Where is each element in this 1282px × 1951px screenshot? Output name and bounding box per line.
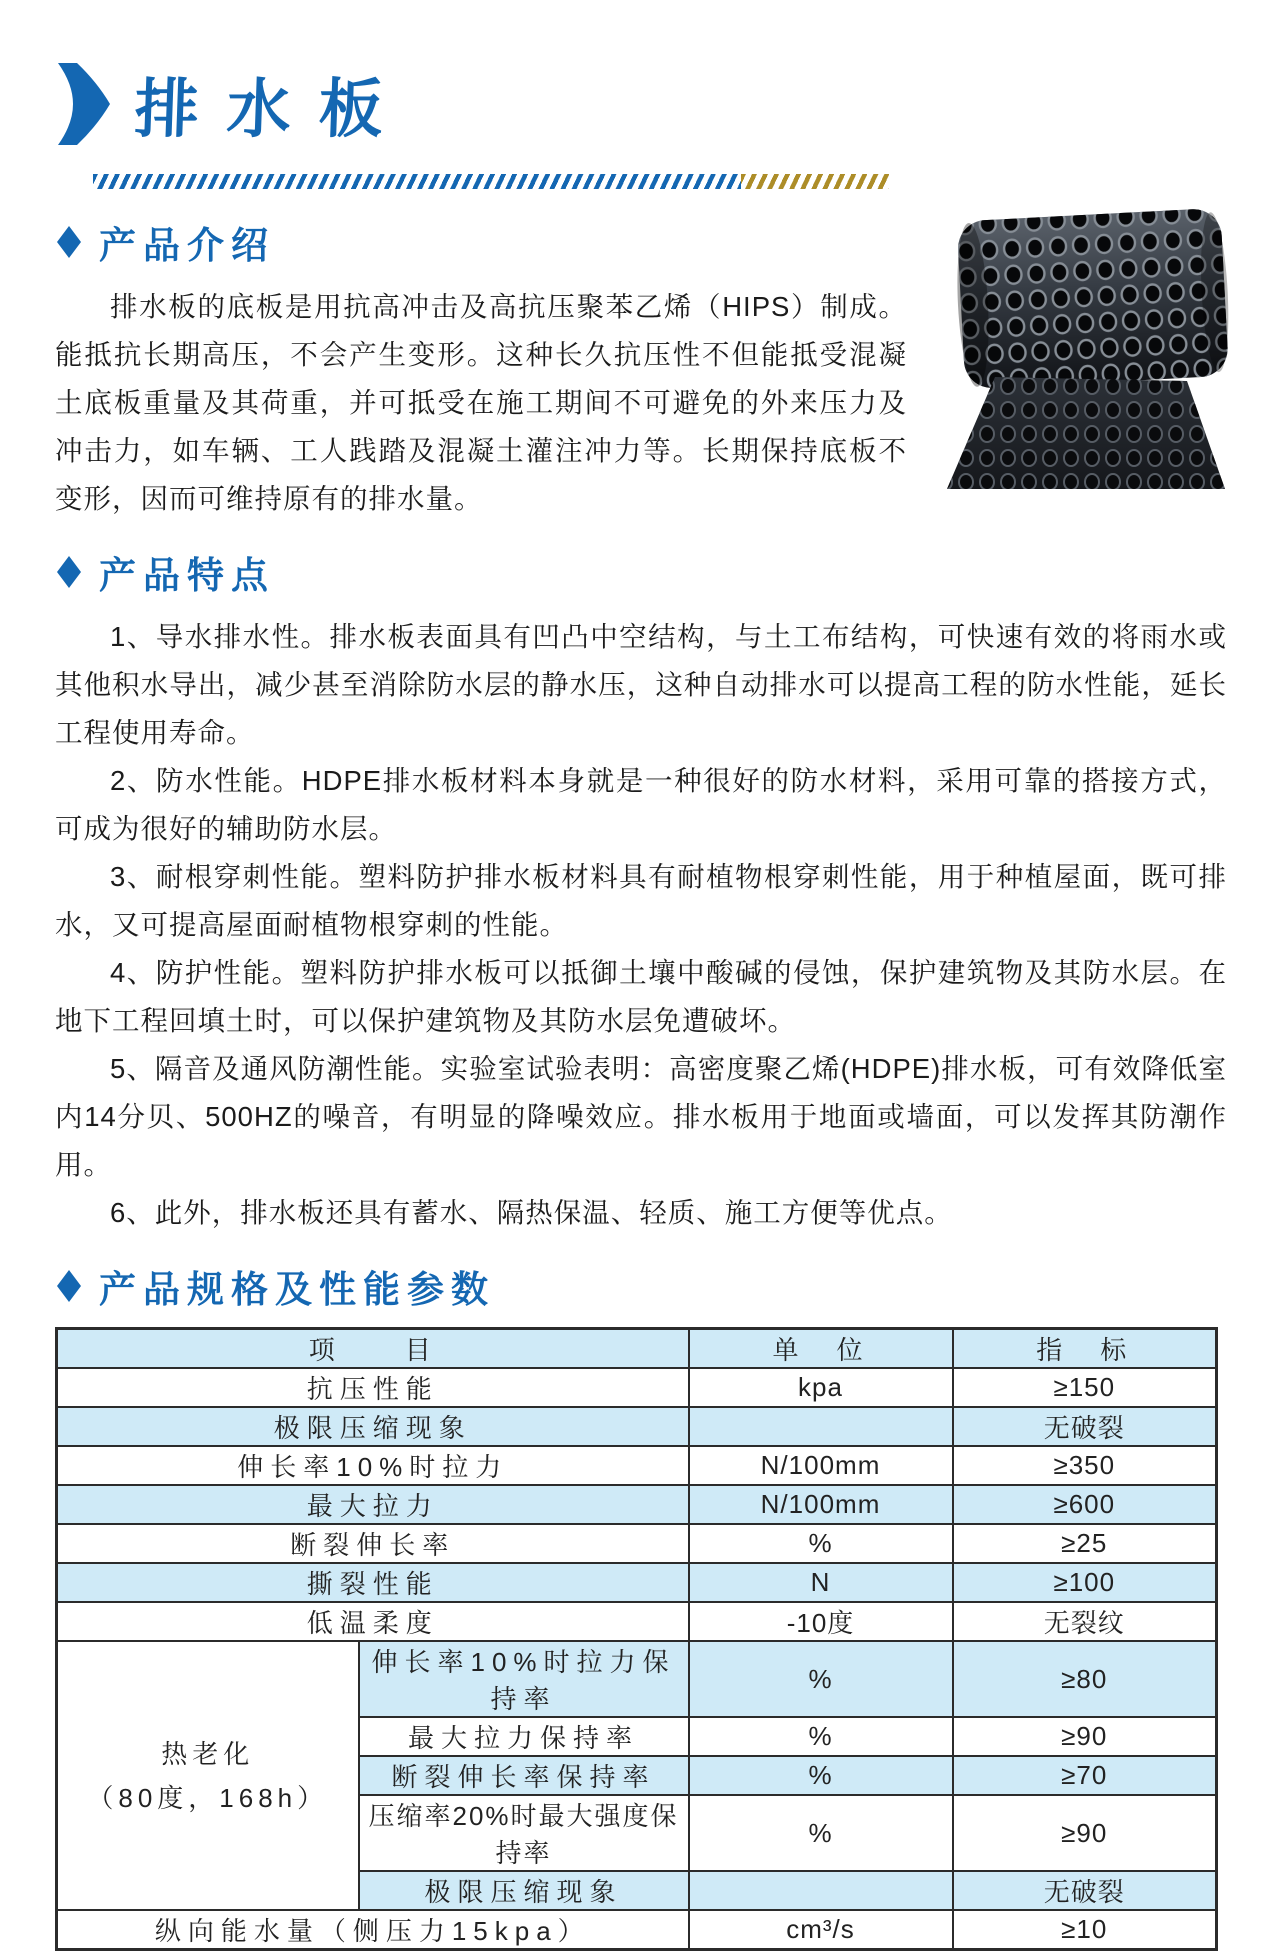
group-label-line2: （80度，168h） (87, 1782, 329, 1813)
cell-unit: N/100mm (689, 1485, 953, 1524)
section-heading-intro: 产品介绍 (99, 225, 275, 266)
col-header-unit: 单 位 (689, 1329, 953, 1369)
cell-unit (689, 1407, 953, 1446)
table-header-row (57, 1329, 1217, 1369)
cell-value: ≥10 (953, 1910, 1217, 1950)
cell-unit: % (689, 1795, 953, 1871)
section-heading-features: 产品特点 (99, 555, 275, 596)
cell-item: 撕裂性能 (57, 1563, 689, 1602)
intro-heading-row (57, 215, 907, 269)
hatched-divider (93, 174, 889, 189)
diamond-icon (57, 1270, 81, 1302)
drainage-board-photo-graphic (935, 207, 1233, 489)
col-header-value: 指 标 (953, 1329, 1217, 1369)
cell-value: ≥25 (953, 1524, 1217, 1563)
cell-item: 纵向能水量（侧压力15kpa） (57, 1910, 689, 1950)
title-block (57, 58, 1227, 150)
cell-unit: % (689, 1641, 953, 1717)
table-row (57, 1602, 1217, 1641)
table-row (57, 1524, 1217, 1563)
cell-value: ≥100 (953, 1563, 1217, 1602)
cell-item: 最大拉力保持率 (359, 1717, 689, 1756)
cell-item: 伸长率10%时拉力 (57, 1446, 689, 1485)
product-photo (935, 207, 1233, 489)
table-row (57, 1446, 1217, 1485)
cell-unit: % (689, 1524, 953, 1563)
table-row (57, 1407, 1217, 1446)
specs-heading-row (57, 1259, 1227, 1313)
cell-item: 低温柔度 (57, 1602, 689, 1641)
cell-item: 压缩率20%时最大强度保持率 (359, 1795, 689, 1871)
cell-unit: cm³/s (689, 1910, 953, 1950)
arrow-right-icon (57, 62, 111, 146)
cell-value: ≥600 (953, 1485, 1217, 1524)
cell-unit: N/100mm (689, 1446, 953, 1485)
section-product-features (55, 545, 1227, 1237)
table-row (57, 1910, 1217, 1950)
cell-value: 无破裂 (953, 1871, 1217, 1910)
feature-item: 3、耐根穿刺性能。塑料防护排水板材料具有耐植物根穿刺性能，用于种植屋面，既可排水，又可提高屋面耐植物根穿刺的性能。 (55, 861, 1227, 940)
diamond-icon (57, 226, 81, 258)
cell-unit: % (689, 1756, 953, 1795)
cell-value: ≥350 (953, 1446, 1217, 1485)
table-row (57, 1563, 1217, 1602)
group-label-line1: 热老化 (161, 1738, 255, 1769)
table-row-group (57, 1641, 1217, 1717)
page-title: 排水板 (133, 73, 413, 145)
feature-item: 2、防水性能。HDPE排水板材料本身就是一种很好的防水材料，采用可靠的搭接方式，可成为很好的辅助防水层。 (55, 765, 1227, 844)
feature-item: 4、防护性能。塑料防护排水板可以抵御土壤中酸碱的侵蚀，保护建筑物及其防水层。在地下工程回填土时，可以保护建筑物及其防水层免遭破坏。 (55, 957, 1227, 1036)
spec-table (55, 1327, 1218, 1951)
cell-value: ≥90 (953, 1717, 1217, 1756)
diamond-icon (57, 556, 81, 588)
feature-item: 6、此外，排水板还具有蓄水、隔热保温、轻质、施工方便等优点。 (110, 1197, 953, 1228)
cell-item: 极限压缩现象 (57, 1407, 689, 1446)
group-label-cell (57, 1641, 359, 1910)
features-heading-row (57, 545, 1227, 599)
cell-item: 极限压缩现象 (359, 1871, 689, 1910)
cell-unit: kpa (689, 1368, 953, 1407)
section-product-intro (55, 215, 1227, 523)
cell-item: 断裂伸长率 (57, 1524, 689, 1563)
cell-unit: % (689, 1717, 953, 1756)
cell-value: ≥150 (953, 1368, 1217, 1407)
cell-value: ≥80 (953, 1641, 1217, 1717)
cell-unit (689, 1871, 953, 1910)
col-header-item: 项 目 (57, 1329, 689, 1369)
cell-value: 无破裂 (953, 1407, 1217, 1446)
section-heading-specs: 产品规格及性能参数 (99, 1269, 495, 1310)
divider-gold-segment (741, 174, 889, 189)
intro-paragraph: 排水板的底板是用抗高冲击及高抗压聚苯乙烯（HIPS）制成。能抵抗长期高压，不会产生变形。这种长久抗压性不但能抵受混凝土底板重量及其荷重，并可抵受在施工期间不可避免的外来压力及冲击力，如车辆、工人践踏及混凝土灌注冲力等。长期保持底板不变形，因而可维持原有的排水量。 (55, 291, 907, 514)
cell-unit: -10度 (689, 1602, 953, 1641)
divider-blue-segment (93, 174, 741, 189)
table-row (57, 1368, 1217, 1407)
table-row (57, 1485, 1217, 1524)
section-spec-table (55, 1259, 1227, 1951)
cell-value: ≥90 (953, 1795, 1217, 1871)
cell-value: 无裂纹 (953, 1602, 1217, 1641)
cell-item: 断裂伸长率保持率 (359, 1756, 689, 1795)
cell-value: ≥70 (953, 1756, 1217, 1795)
feature-item: 1、导水排水性。排水板表面具有凹凸中空结构，与土工布结构，可快速有效的将雨水或其他积水导出，减少甚至消除防水层的静水压，这种自动排水可以提高工程的防水性能，延长工程使用寿命。 (55, 621, 1227, 748)
cell-item: 伸长率10%时拉力保持率 (359, 1641, 689, 1717)
cell-item: 最大拉力 (57, 1485, 689, 1524)
cell-item: 抗压性能 (57, 1368, 689, 1407)
feature-item: 5、隔音及通风防潮性能。实验室试验表明：高密度聚乙烯(HDPE)排水板，可有效降低室内14分贝、500HZ的噪音，有明显的降噪效应。排水板用于地面或墙面，可以发挥其防潮作用。 (55, 1053, 1227, 1180)
cell-unit: N (689, 1563, 953, 1602)
